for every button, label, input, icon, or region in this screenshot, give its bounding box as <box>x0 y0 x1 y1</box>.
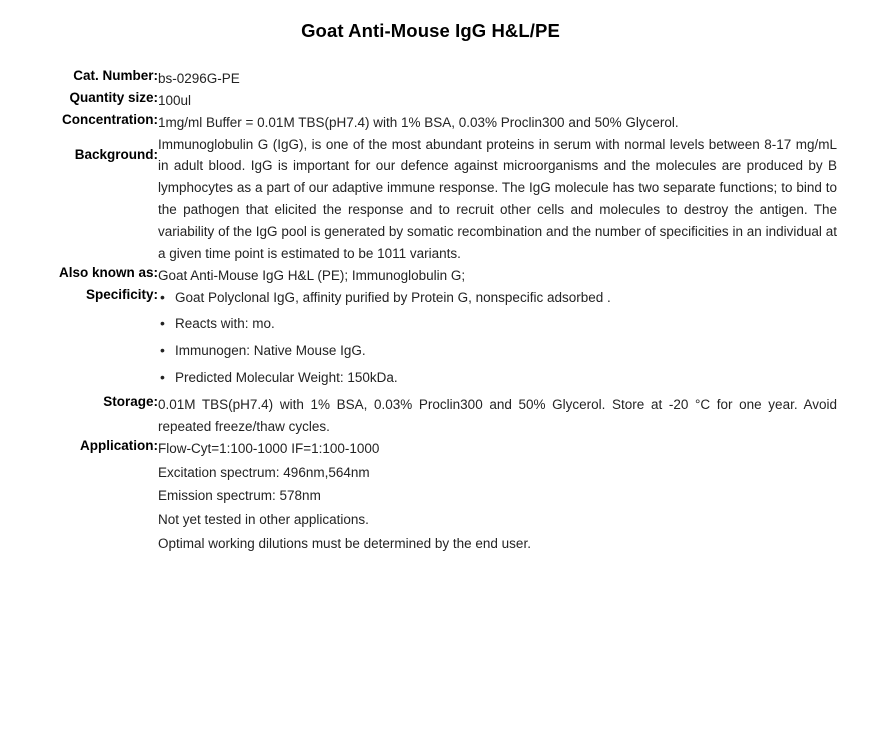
field-value-also-known-as: Goat Anti-Mouse IgG H&L (PE); Immunoglobulin G; <box>158 267 466 283</box>
field-value-background: Immunoglobulin G (IgG), is one of the most abundant proteins in serum with normal levels between 8-17 mg/mL in adult blood. IgG is important for our defence against microorganisms and the molecules are produced by B lymphocytes as a part of our adaptive immune response. The IgG molecule has two separate functions; to bind to the pathogen that elicited the response and to recruit other cells and molecules to destroy the antigen. The variability of the IgG pool is generated by somatic recombination and the number of specificities in an individual at a given time point is estimated to be 1011 variants. <box>158 136 837 261</box>
field-value-quantity-size: 100ul <box>158 92 192 108</box>
table-row-quantity-size <box>10 90 851 112</box>
table-row-concentration <box>10 112 851 134</box>
application-lines <box>158 438 851 555</box>
field-label-application: Application: <box>80 437 158 453</box>
table-row-application <box>10 438 851 557</box>
field-label-quantity-size: Quantity size: <box>69 89 158 105</box>
application-line: Flow-Cyt=1:100-1000 IF=1:100-1000 <box>158 440 380 456</box>
field-label-storage: Storage: <box>103 394 158 410</box>
field-value-storage: 0.01M TBS(pH7.4) with 1% BSA, 0.03% Proclin300 and 50% Glycerol. Store at -20 °C for one year. Avoid repeated freeze/thaw cycles. <box>158 397 837 434</box>
table-row-background <box>10 134 851 265</box>
field-value-cat-number: bs-0296G-PE <box>158 71 240 86</box>
application-line: Not yet tested in other applications. <box>158 512 369 528</box>
field-label-background: Background: <box>74 146 158 162</box>
specification-table <box>10 68 851 557</box>
field-label-cat-number: Cat. Number: <box>73 68 158 83</box>
application-line: Emission spectrum: 578nm <box>158 488 321 504</box>
field-value-specificity <box>158 287 851 394</box>
application-line: Optimal working dilutions must be determined by the end user. <box>158 536 531 552</box>
field-value-concentration: 1mg/ml Buffer = 0.01M TBS(pH7.4) with 1% BSA, 0.03% Proclin300 and 50% Glycerol. <box>158 114 679 130</box>
table-row-specificity <box>10 287 851 394</box>
field-label-also-known-as: Also known as: <box>58 264 158 280</box>
field-label-concentration: Concentration: <box>62 111 158 127</box>
table-row-storage <box>10 394 851 438</box>
list-item: • Immunogen: Native Mouse IgG. <box>158 340 851 362</box>
specificity-list <box>158 287 851 389</box>
table-row-cat-number <box>10 68 851 90</box>
field-label-specificity: Specificity: <box>85 286 158 302</box>
list-item: • Predicted Molecular Weight: 150kDa. <box>158 367 851 389</box>
field-value-application <box>158 438 851 557</box>
list-item: • Goat Polyclonal IgG, affinity purified by Protein G, nonspecific adsorbed . <box>158 287 851 309</box>
page-title: Goat Anti-Mouse IgG H&L/PE <box>301 20 560 41</box>
table-row-also-known-as <box>10 265 851 287</box>
application-line: Excitation spectrum: 496nm,564nm <box>158 464 370 480</box>
list-item: • Reacts with: mo. <box>158 313 851 335</box>
